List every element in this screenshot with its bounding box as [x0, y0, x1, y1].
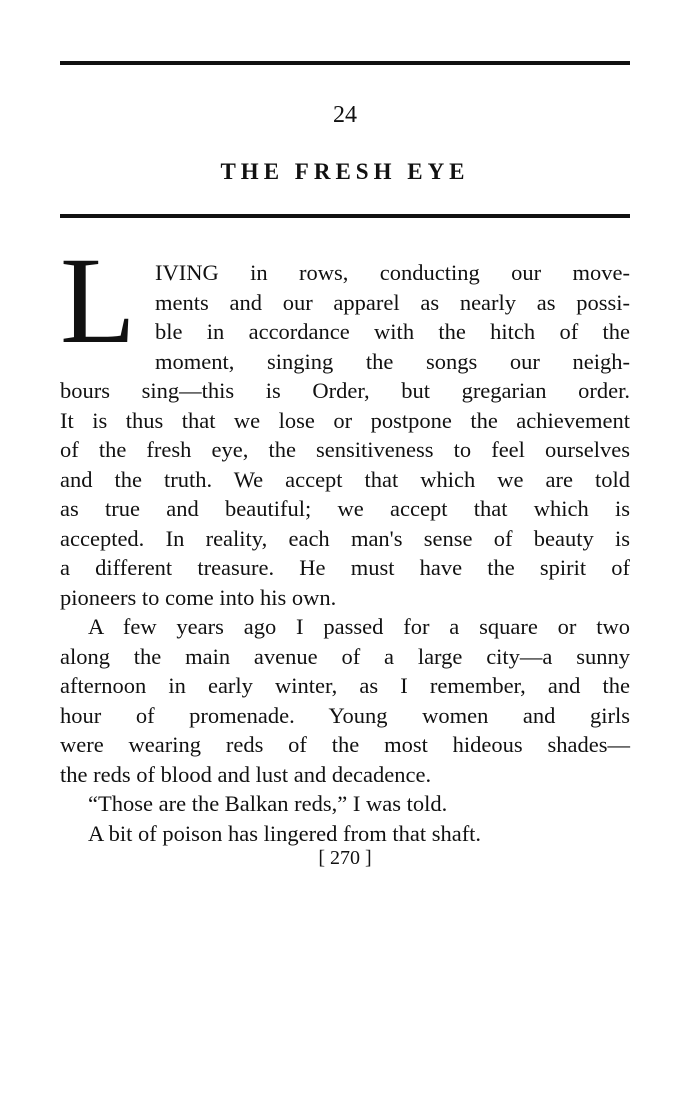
text-line: along the main avenue of a large city—a sunny [60, 643, 630, 669]
text-line: IVING in rows, conducting our move- [155, 260, 630, 285]
text-line: “Those are the Balkan reds,” I was told. [88, 791, 448, 816]
text-line: ble in accordance with the hitch of the [155, 319, 630, 344]
text-line: were wearing reds of the most hideous shades— [60, 732, 630, 757]
text-line: a different treasure. He must have the spirit of [60, 555, 630, 580]
drop-cap-letter: L [60, 232, 136, 369]
page-number: [ 270 ] [318, 847, 372, 869]
body-text [60, 376, 630, 848]
text-line: the reds of blood and lust and decadence. [60, 761, 432, 787]
text-line: A few years ago I passed for a square or two [88, 614, 630, 639]
paragraph-1-opening [155, 258, 630, 376]
text-line: It is thus that we lose or postpone the achievement [60, 407, 630, 433]
text-line: A bit of poison has lingered from that shaft. [88, 820, 482, 846]
text-line: accepted. In reality, each man's sense of beauty is [60, 525, 630, 551]
chapter-title: THE FRESH EYE [220, 159, 470, 184]
text-line: as true and beautiful; we accept that which is [60, 496, 630, 521]
text-line: pioneers to come into his own. [60, 584, 337, 610]
chapter-number: 24 [333, 102, 357, 128]
text-line: ments and our apparel as nearly as possi- [155, 289, 630, 315]
top-rule [60, 61, 630, 65]
text-line: bours sing—this is Order, but gregarian order. [60, 378, 630, 403]
text-line: and the truth. We accept that which we are told [60, 466, 630, 492]
text-line: moment, singing the songs our neigh- [155, 348, 630, 374]
text-line: hour of promenade. Young women and girls [60, 702, 630, 728]
text-line: afternoon in early winter, as I remember, and the [60, 673, 630, 698]
text-line: of the fresh eye, the sensitiveness to feel ourselves [60, 437, 630, 462]
bottom-rule [60, 214, 630, 218]
